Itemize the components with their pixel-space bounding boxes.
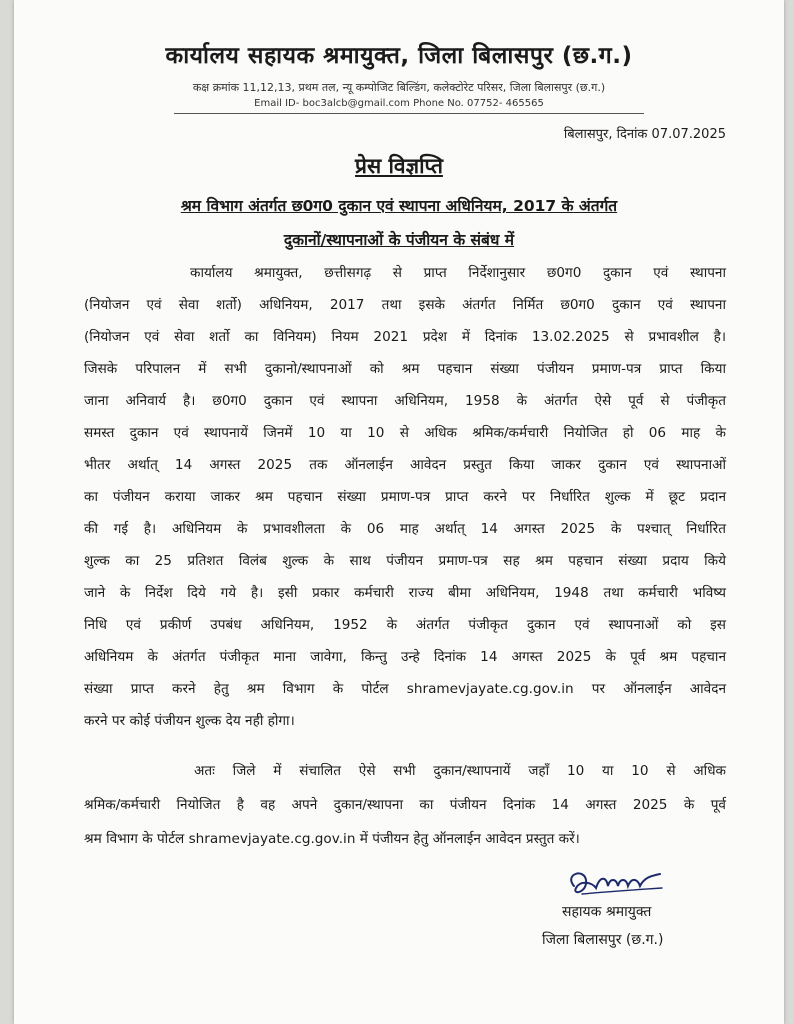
body-line: निधि एवं प्रकीर्ण उपबंध अधिनियम, 1952 के अंतर्गत पंजीकृत दुकान एवं स्थापनाओं को इस bbox=[84, 617, 726, 633]
office-address: कक्ष क्रमांक 11,12,13, प्रथम तल, न्यू कम्पोजिट बिल्डिंग, कलेक्टोरेट परिसर, जिला बिलासपुर (छ.ग.) bbox=[192, 81, 606, 94]
signatory-designation: सहायक श्रमायुक्त bbox=[562, 904, 652, 920]
body-line: (नियोजन एवं सेवा शर्तो का विनियम) नियम 2021 प्रदेश में दिनांक 13.02.2025 से प्रभावशील है। bbox=[84, 329, 726, 345]
header-divider bbox=[174, 113, 644, 114]
subject-line-1 bbox=[14, 194, 784, 216]
body-line: जिसके परिपालन में सभी दुकानो/स्थापनाओं को श्रम पहचान संख्या पंजीयन प्रमाण-पत्र प्राप्त किया bbox=[84, 361, 726, 377]
body-line: शुल्क का 25 प्रतिशत विलंब शुल्क के साथ पंजीयन प्रमाण-पत्र सह श्रम पहचान संख्या प्रदाय किये bbox=[84, 553, 726, 569]
page-heading-text: प्रेस विज्ञप्ति bbox=[355, 154, 443, 178]
body-line: (नियोजन एवं सेवा शर्तो) अधिनियम, 2017 तथा इसके अंतर्गत निर्मित छ0ग0 दुकान एवं स्थापना bbox=[84, 297, 726, 313]
body-line: का पंजीयन कराया जाकर श्रम पहचान संख्या प्रमाण-पत्र प्राप्त करने पर निर्धारित शुल्क में छूट प्रदान bbox=[84, 489, 726, 505]
body-line: समस्त दुकान एवं स्थापनायें जिनमें 10 या 10 से अधिक श्रमिक/कर्मचारी नियोजित हो 06 माह के bbox=[84, 425, 726, 441]
handwritten-signature bbox=[562, 866, 672, 902]
page-heading bbox=[14, 152, 784, 180]
subject-line-1-text: श्रम विभाग अंतर्गत छ0ग0 दुकान एवं स्थापना अधिनियम, 2017 के अंतर्गत bbox=[180, 197, 618, 215]
press-release-page bbox=[14, 0, 784, 1024]
subject-line-2-text: दुकानों/स्थापनाओं के पंजीयन के संबंध में bbox=[283, 231, 515, 249]
office-title: कार्यालय सहायक श्रमायुक्त, जिला बिलासपुर (छ.ग.) bbox=[165, 43, 633, 69]
body-line: संख्या प्राप्त करने हेतु श्रम विभाग के पोर्टल shramevjayate.cg.gov.in पर ऑनलाईन आवेदन bbox=[84, 681, 726, 697]
body-line: श्रमिक/कर्मचारी नियोजित है वह अपने दुकान/स्थापना का पंजीयन दिनांक 14 अगस्त 2025 के पूर्व bbox=[84, 797, 726, 813]
body-line: श्रम विभाग के पोर्टल shramevjayate.cg.gov.in में पंजीयन हेतु ऑनलाईन आवेदन प्रस्तुत करें। bbox=[84, 831, 580, 847]
body-line: करने पर कोई पंजीयन शुल्क देय नही होगा। bbox=[84, 713, 295, 729]
body-line: अधिनियम के अंतर्गत पंजीकृत माना जावेगा, किन्तु उन्हे दिनांक 14 अगस्त 2025 के पूर्व श्रम पहचान bbox=[84, 649, 726, 665]
body-line: अतः जिले में संचालित ऐसे सभी दुकान/स्थापनायें जहाँ 10 या 10 से अधिक bbox=[194, 763, 726, 779]
office-contact: Email ID- boc3alcb@gmail.com Phone No. 07752- 465565 bbox=[254, 98, 544, 109]
body-line: की गई है। अधिनियम के प्रभावशीलता के 06 माह अर्थात् 14 अगस्त 2025 के पश्चात् निर्धारित bbox=[84, 521, 726, 537]
body-line: जाना अनिवार्य है। छ0ग0 दुकान एवं स्थापना अधिनियम, 1958 के अंतर्गत ऐसे पूर्व से पंजीकृत bbox=[84, 393, 726, 409]
body-line: भीतर अर्थात् 14 अगस्त 2025 तक ऑनलाईन आवेदन प्रस्तुत किया जाकर दुकान एवं स्थापनाओं bbox=[84, 457, 726, 473]
signatory-location: जिला बिलासपुर (छ.ग.) bbox=[542, 932, 664, 948]
body-line: जाने के निर्देश दिये गये है। इसी प्रकार कर्मचारी राज्य बीमा अधिनियम, 1948 तथा कर्मचारी भविष्य bbox=[84, 585, 726, 601]
body-line: कार्यालय श्रमायुक्त, छत्तीसगढ़ से प्राप्त निर्देशानुसार छ0ग0 दुकान एवं स्थापना bbox=[190, 265, 726, 281]
subject-line-2 bbox=[14, 228, 784, 250]
date-line: बिलासपुर, दिनांक 07.07.2025 bbox=[563, 127, 726, 142]
